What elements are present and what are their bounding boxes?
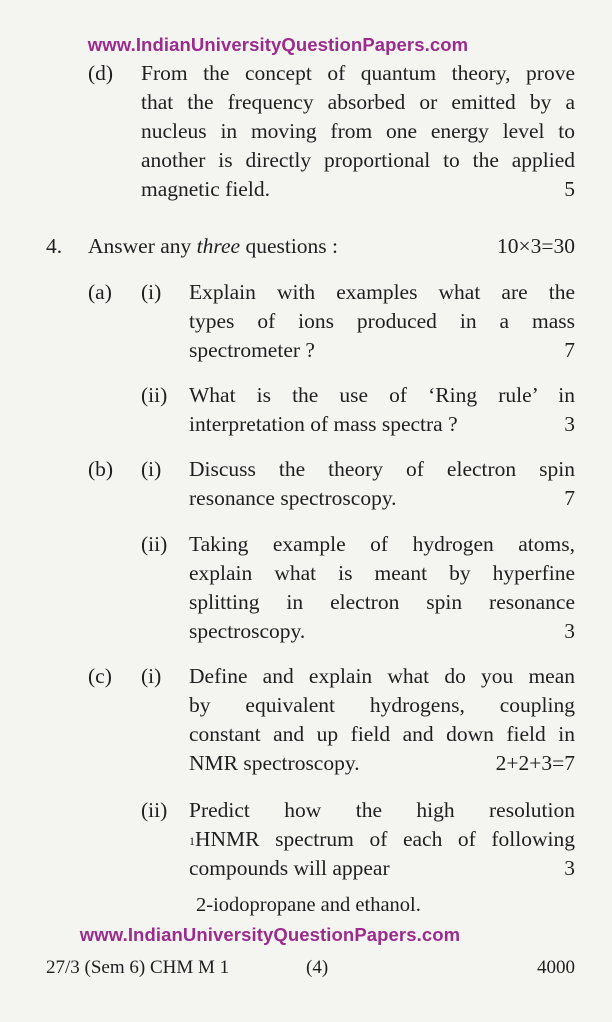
c-label: (c) <box>88 664 112 688</box>
b-i-line-2: resonance spectroscopy. <box>189 486 397 510</box>
c-i-line-2: by equivalent hydrogens, coupling <box>189 693 575 717</box>
footer-copies: 4000 <box>537 957 575 978</box>
c-ii-line-3: compounds will appear <box>189 856 390 880</box>
q3d-line-1: From the concept of quantum theory, prove <box>141 61 575 85</box>
b-label: (b) <box>88 457 114 481</box>
c-ii-line-1: Predict how the high resolution <box>189 798 575 822</box>
c-ii-line-2: 1 HNMR spectrum of each of following <box>189 825 575 854</box>
q4-number: 4. <box>46 234 63 258</box>
q4-instruction: Answer any three questions : <box>88 234 339 258</box>
c-i-marks: 2+2+3=7 <box>495 751 575 775</box>
watermark-top: www.IndianUniversityQuestionPapers.com <box>87 34 469 55</box>
footer-page: (4) <box>306 957 329 978</box>
b-ii-label: (ii) <box>141 532 168 556</box>
a-i-label: (i) <box>141 280 162 304</box>
b-ii-line-2: explain what is meant by hyperfine <box>189 561 575 585</box>
a-ii-line-1: What is the use of ‘Ring rule’ in <box>189 383 575 407</box>
q3d-label: (d) <box>88 61 114 85</box>
c-i-label: (i) <box>141 664 162 688</box>
c-i-line-3: constant and up field and down field in <box>189 722 575 746</box>
a-i-marks: 7 <box>564 338 575 362</box>
b-i-label: (i) <box>141 457 162 481</box>
q4-marks: 10×3=30 <box>496 234 575 258</box>
q3d-line-5: magnetic field. <box>141 177 270 201</box>
a-i-line-2: types of ions produced in a mass <box>189 309 575 333</box>
a-ii-marks: 3 <box>564 412 575 436</box>
b-ii-line-3: splitting in electron spin resonance <box>189 590 575 614</box>
c-ii-marks: 3 <box>564 856 575 880</box>
c-ii-label: (ii) <box>141 798 168 822</box>
a-ii-label: (ii) <box>141 383 168 407</box>
q3d-line-3: nucleus in moving from one energy level to <box>141 119 575 143</box>
c-ii-superscript: 1 <box>189 834 195 848</box>
b-i-line-1: Discuss the theory of electron spin <box>189 457 575 481</box>
a-label: (a) <box>88 280 112 304</box>
a-ii-line-2: interpretation of mass spectra ? <box>189 412 458 436</box>
q4-instruction-emphasis: three <box>196 234 241 258</box>
c-i-line-4: NMR spectroscopy. <box>189 751 360 775</box>
watermark-bottom: www.IndianUniversityQuestionPapers.com <box>79 924 461 945</box>
b-i-marks: 7 <box>564 486 575 510</box>
b-ii-marks: 3 <box>564 619 575 643</box>
q3d-line-4: another is directly proportional to the applied <box>141 148 575 172</box>
q3d-line-2: that the frequency absorbed or emitted by a <box>141 90 575 114</box>
footer-code: 27/3 (Sem 6) CHM M 1 <box>46 957 230 978</box>
a-i-line-1: Explain with examples what are the <box>189 280 575 304</box>
a-i-line-3: spectrometer ? <box>189 338 315 362</box>
q3d-marks: 5 <box>564 177 575 201</box>
c-i-line-1: Define and explain what do you mean <box>189 664 575 688</box>
c-ii-compounds: 2-iodopropane and ethanol. <box>196 894 421 916</box>
b-ii-line-1: Taking example of hydrogen atoms, <box>189 532 575 556</box>
b-ii-line-4: spectroscopy. <box>189 619 306 643</box>
